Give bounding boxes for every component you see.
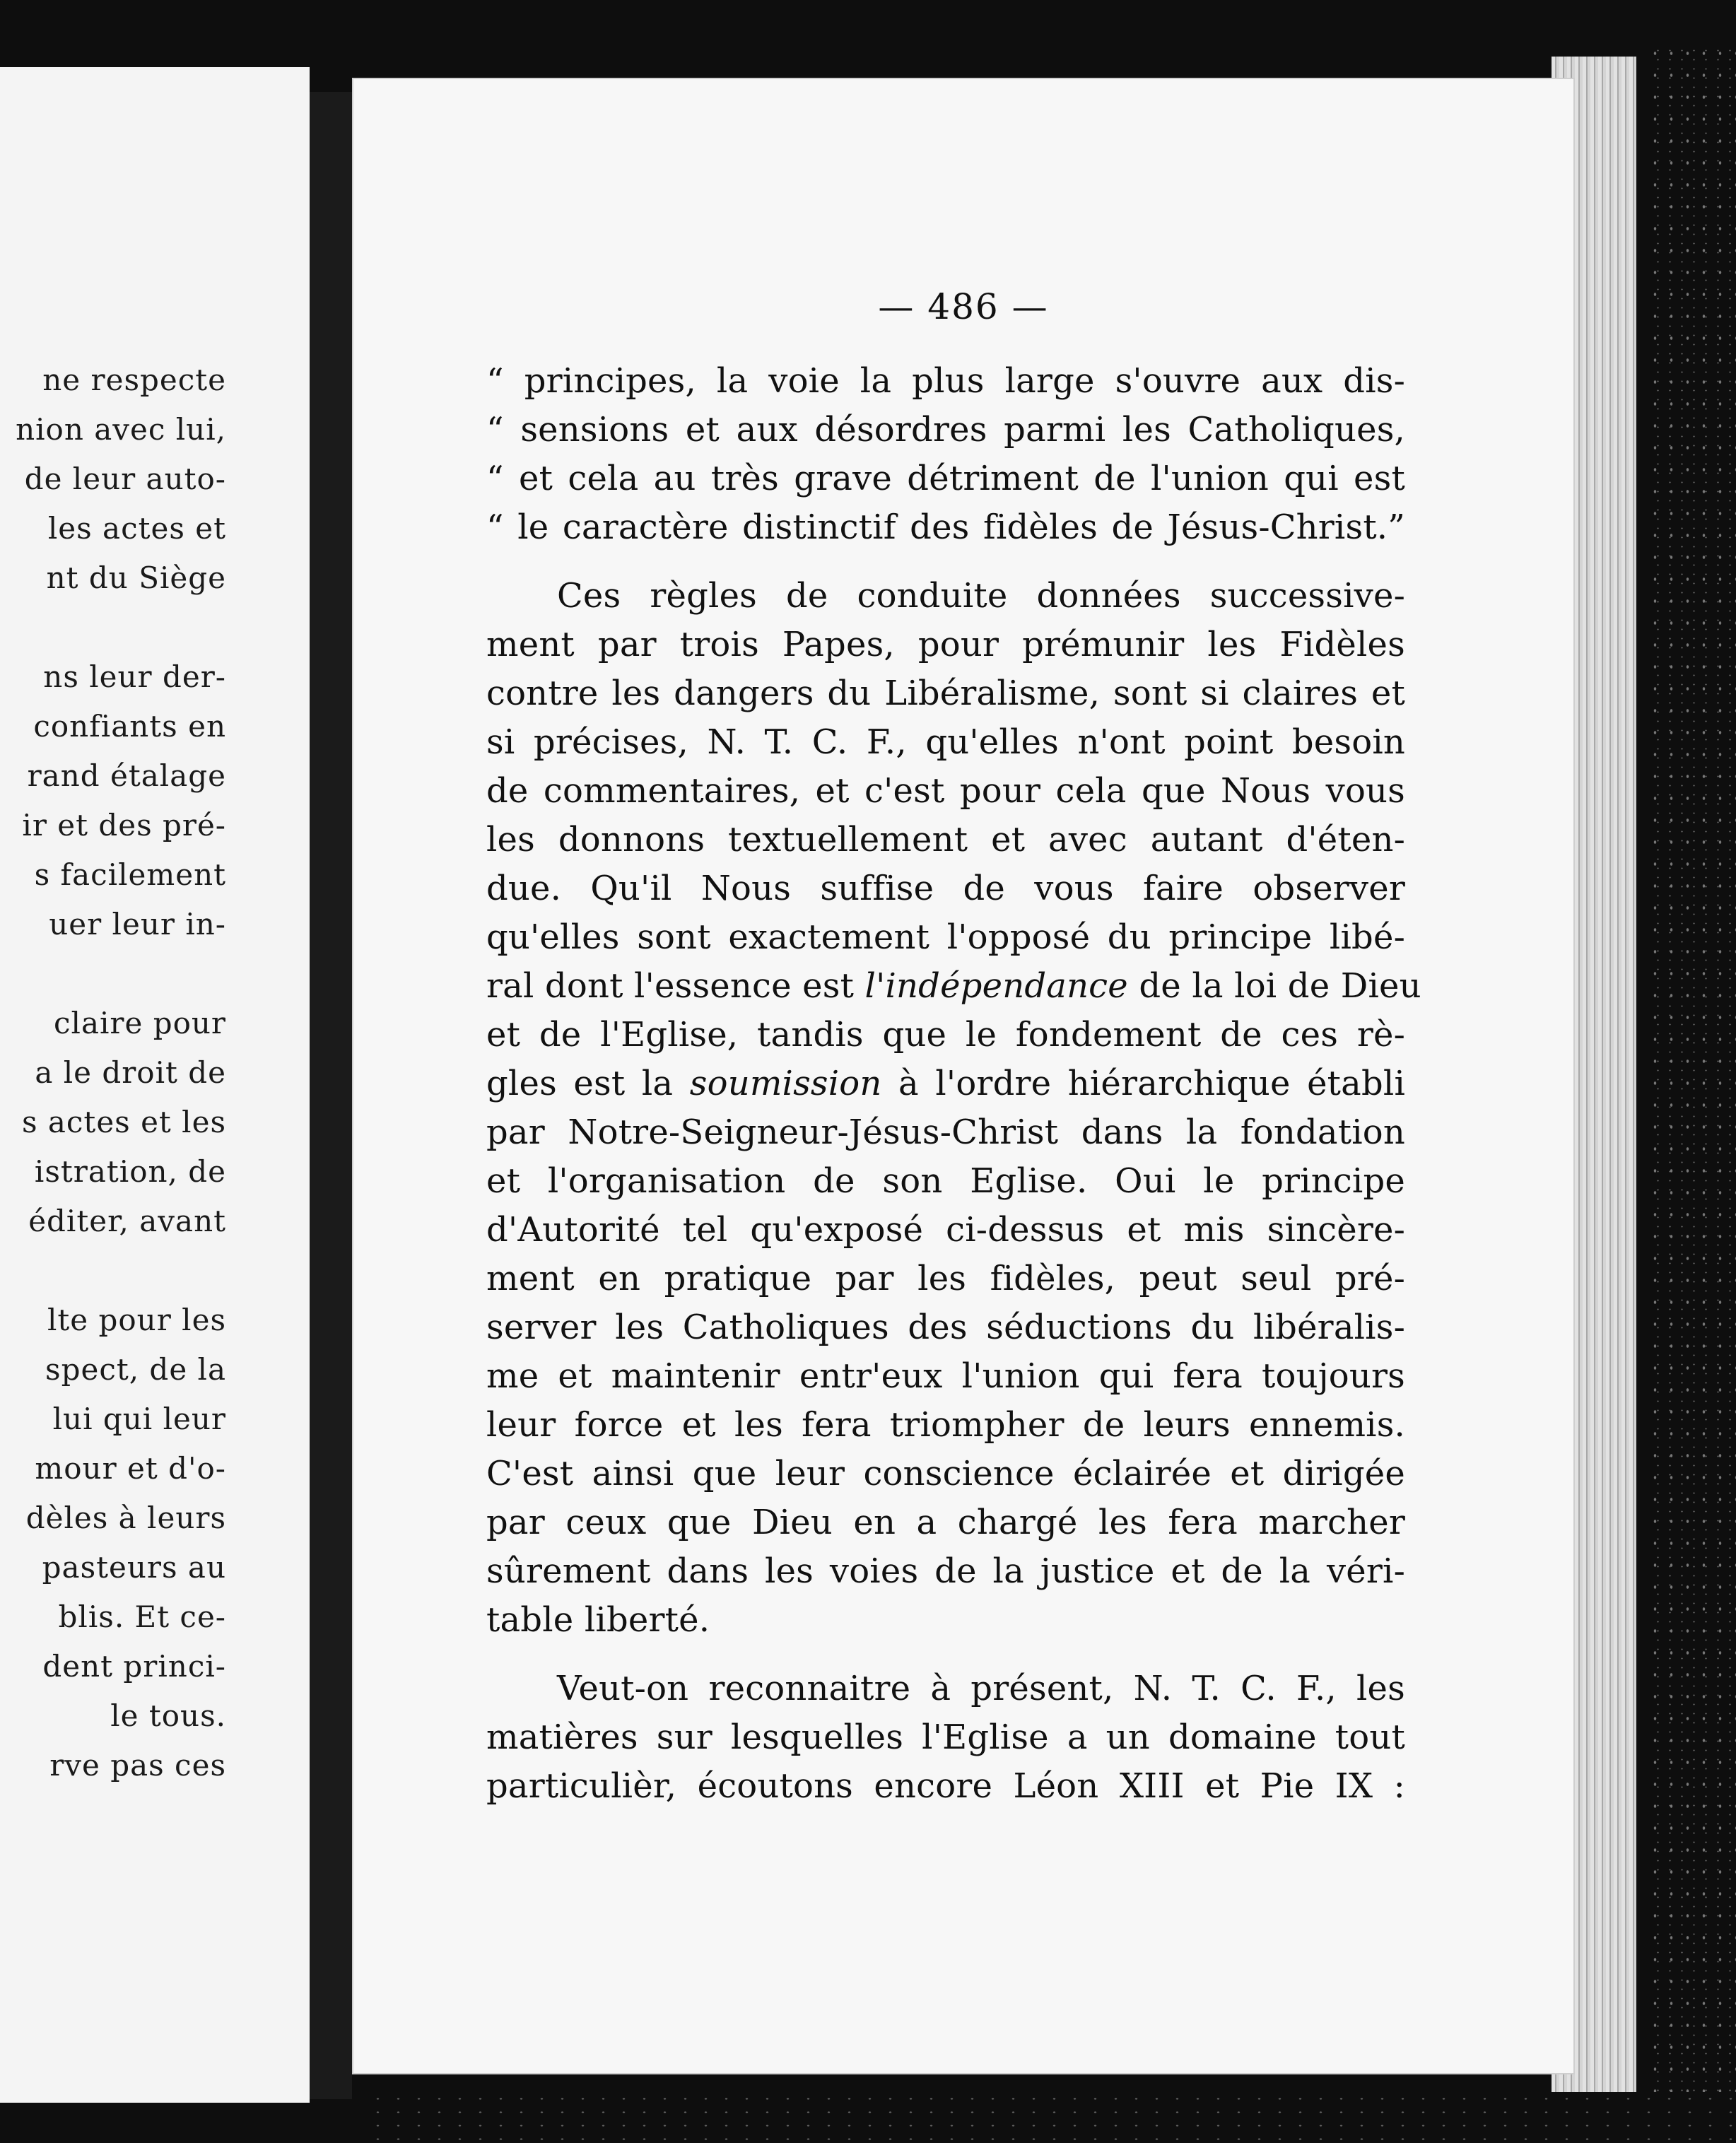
italic-term: soumission (689, 1064, 882, 1103)
quote-line: “ principes, la voie la plus large s'ouvre aux dis- (486, 361, 1405, 401)
paragraph-line: et de l'Eglise, tandis que le fondement de ces rè- (486, 1015, 1405, 1055)
left-line: uer leur in- (49, 907, 226, 941)
italic-term: l'indépendance (864, 966, 1128, 1006)
left-line: nion avec lui, (16, 412, 226, 447)
left-line: ns leur der- (43, 659, 226, 694)
paragraph-line: par Notre-Seigneur-Jésus-Christ dans la fondation (486, 1112, 1405, 1152)
paragraph-line: server les Catholiques des séductions du libéralis- (486, 1308, 1405, 1347)
left-facing-page (0, 67, 310, 2103)
paragraph-line: les donnons textuellement et avec autant d'éten- (486, 820, 1405, 859)
paragraph-line: par ceux que Dieu en a chargé les fera marcher (486, 1503, 1405, 1542)
quote-line: “ et cela au très grave détriment de l'union qui est (486, 459, 1405, 498)
left-line: s actes et les (21, 1105, 226, 1139)
left-line: a le droit de (35, 1055, 226, 1090)
text-span: ral dont l'essence est (486, 966, 865, 1006)
left-line: blis. Et ce- (58, 1599, 226, 1634)
paragraph-line: et l'organisation de son Eglise. Oui le principe (486, 1161, 1405, 1201)
left-line: rand étalage (27, 758, 226, 793)
quote-line: “ le caractère distinctif des fidèles de Jésus-Christ.” (486, 507, 1405, 547)
text-span: de la loi de Dieu (1127, 966, 1421, 1006)
paragraph-line: de commentaires, et c'est pour cela que Nous vous (486, 771, 1405, 811)
paragraph-line: table liberté. (486, 1600, 710, 1640)
paragraph-line: particulièr, écoutons encore Léon XIII et Pie IX : (486, 1766, 1405, 1806)
paragraph-line (486, 962, 1421, 1011)
left-line: de leur auto- (24, 462, 226, 496)
paragraph-line: Veut-on reconnaitre à présent, N. T. C. F., les (557, 1669, 1405, 1708)
left-line: rve pas ces (49, 1748, 226, 1783)
left-line: lte pour les (47, 1303, 226, 1337)
left-line: les actes et (47, 511, 226, 546)
paragraph-line: due. Qu'il Nous suffise de vous faire observer (486, 869, 1405, 908)
paragraph-line: contre les dangers du Libéralisme, sont si claires et (486, 674, 1405, 713)
paragraph-line: ment par trois Papes, pour prémunir les Fidèles (486, 625, 1405, 664)
left-line: claire pour (53, 1006, 226, 1040)
left-line: istration, de (34, 1154, 226, 1189)
paragraph-line: si précises, N. T. C. F., qu'elles n'ont point besoin (486, 722, 1405, 762)
left-line: lui qui leur (52, 1402, 226, 1436)
left-line: le tous. (110, 1698, 226, 1733)
left-line: dent princi- (42, 1649, 226, 1684)
page-number: — 486 — (878, 286, 1049, 327)
left-line: s facilement (34, 857, 226, 892)
scan-noise (1647, 42, 1736, 2092)
quote-line: “ sensions et aux désordres parmi les Catholiques, (486, 410, 1405, 450)
paragraph-line: matières sur lesquelles l'Eglise a un domaine tout (486, 1718, 1405, 1757)
left-line: ir et des pré- (22, 808, 226, 842)
scan-noise-bottom (368, 2092, 1736, 2143)
paragraph-line: leur force et les fera triompher de leurs ennemis. (486, 1405, 1405, 1445)
text-span: gles est la (486, 1064, 690, 1103)
paragraph-line: me et maintenir entr'eux l'union qui fera toujours (486, 1356, 1405, 1396)
left-line: ne respecte (42, 363, 226, 397)
paragraph-line (486, 1059, 1405, 1108)
left-line: dèles à leurs (25, 1501, 226, 1535)
left-line: nt du Siège (46, 560, 226, 595)
paragraph-line: C'est ainsi que leur conscience éclairée et dirigée (486, 1454, 1405, 1493)
left-line: spect, de la (45, 1352, 226, 1387)
left-page-text (0, 356, 226, 1790)
paragraph-line: qu'elles sont exactement l'opposé du principe libé- (486, 917, 1405, 957)
left-line: confiants en (33, 709, 226, 744)
text-span: à l'ordre hiérarchique établi (881, 1064, 1406, 1103)
page-body (486, 357, 1421, 1811)
paragraph-line: Ces règles de conduite données successive- (557, 576, 1405, 616)
left-line: mour et d'o- (35, 1451, 226, 1486)
paragraph-line: d'Autorité tel qu'exposé ci-dessus et mis sincère- (486, 1210, 1405, 1250)
book-gutter (310, 92, 352, 2099)
paragraph-line: ment en pratique par les fidèles, peut seul pré- (486, 1259, 1405, 1298)
left-line: pasteurs au (42, 1550, 226, 1585)
paragraph-line: sûrement dans les voies de la justice et de la véri- (486, 1551, 1405, 1591)
left-line: éditer, avant (28, 1204, 226, 1238)
book-page (352, 78, 1575, 2074)
